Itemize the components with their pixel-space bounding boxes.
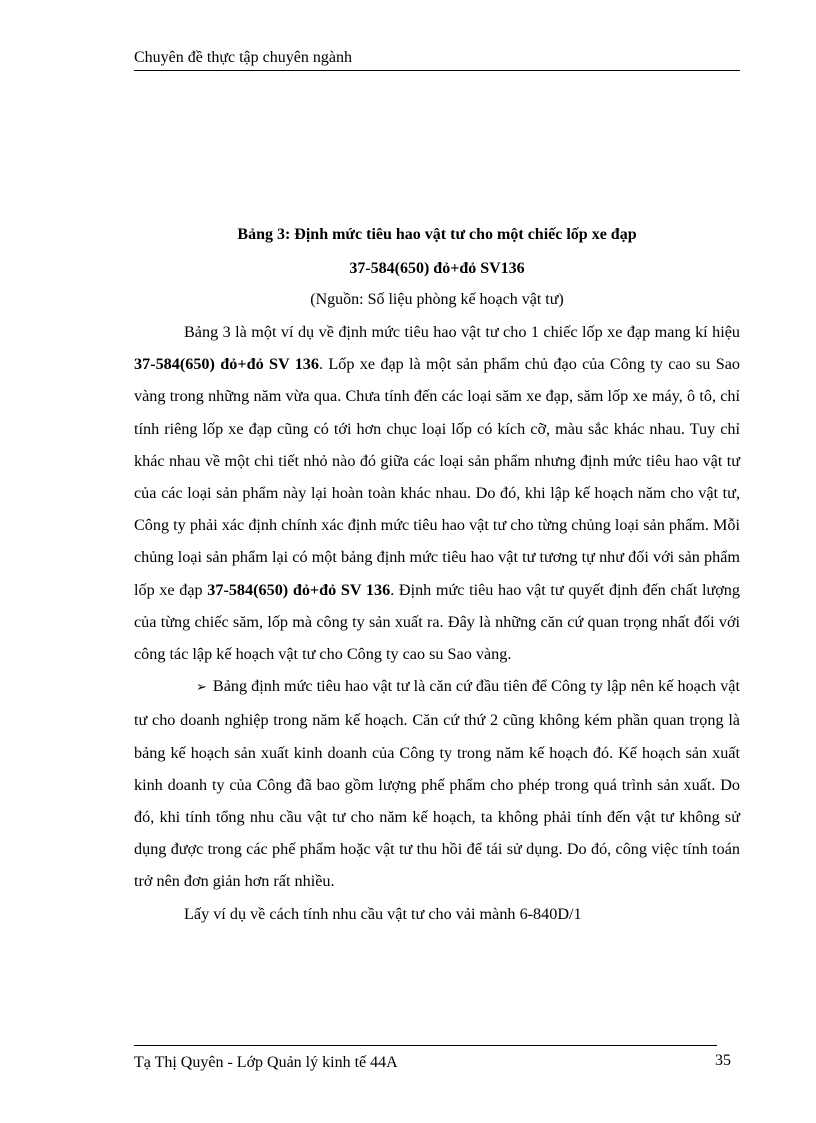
arrow-bullet-icon: ➢ <box>196 680 207 696</box>
paragraph-2 <box>134 670 740 897</box>
footer-rule <box>134 1045 717 1046</box>
table-source: (Nguồn: Số liệu phòng kế hoạch vật tư) <box>310 291 564 308</box>
table-caption-line2: 37-584(650) đỏ+đỏ SV136 <box>349 260 525 277</box>
paragraph-3 <box>134 898 740 930</box>
product-code-bold-2: 37-584(650) đỏ+đỏ SV 136 <box>207 580 391 599</box>
body-text <box>134 316 740 930</box>
footer-author: Tạ Thị Quyên - Lớp Quản lý kinh tế 44A <box>134 1054 398 1071</box>
paragraph-3-text: Lấy ví dụ về cách tính nhu cầu vật tư cho vải mành 6-840D/1 <box>184 904 582 923</box>
paragraph-1-part-a: Bảng 3 là một ví dụ về định mức tiêu hao vật tư cho 1 chiếc lốp xe đạp mang kí hiệu <box>184 323 740 341</box>
paragraph-1 <box>134 316 740 670</box>
table-caption-line1: Bảng 3: Định mức tiêu hao vật tư cho một chiếc lốp xe đạp <box>237 226 637 243</box>
page-header <box>134 46 740 71</box>
page-number: 35 <box>715 1052 731 1069</box>
product-code-bold-1: 37-584(650) đỏ+đỏ SV 136 <box>134 355 319 374</box>
header-title: Chuyên đề thực tập chuyên ngành <box>134 49 352 66</box>
paragraph-1-part-c: . Lốp xe đạp là một sản phẩm chủ đạo của Công ty cao su Sao vàng trong những năm vừa qua. Chưa tính đến các loại săm xe đạp, săm lốp xe máy, ô tô, chỉ tính riêng lốp xe đạp cũng có tới hơn chục loại lốp có kích cỡ, màu sắc khác nhau. Tuy chỉ khác nhau về một chi tiết nhỏ nào đó giữa các loại sản phẩm nhưng định mức tiêu hao vật tư của các loại sản phẩm này lại hoàn toàn khác nhau. Do đó, khi lập kế hoạch năm cho vật tư, Công ty phải xác định chính xác định mức tiêu hao vật tư cho từng chủng loại sản phẩm. Mỗi chủng loại sản phẩm lại có một bảng định mức tiêu hao vật tư tương tự như đối với sản phẩm lốp xe đạp <box>134 355 740 599</box>
paragraph-1-part-e: . Định mức tiêu hao vật tư quyết định đến chất lượng của từng chiếc săm, lốp mà công ty sản xuất ra. Đây là những căn cứ quan trọng nhất đối với công tác lập kế hoạch vật tư cho Công ty cao su Sao vàng. <box>134 580 740 664</box>
paragraph-2-text: Bảng định mức tiêu hao vật tư là căn cứ đầu tiên để Công ty lập nên kế hoạch vật tư cho doanh nghiệp trong năm kế hoạch. Căn cứ thứ 2 cũng không kém phần quan trọng là bảng kế hoạch sản xuất kinh doanh của Công ty trong năm kế hoạch đó. Kế hoạch sản xuất kinh doanh ty của Công đã bao gồm lượng phế phẩm cho phép trong quá trình sản xuất. Do đó, khi tính tổng nhu cầu vật tư cho năm kế hoạch, ta không phải tính đến vật tư không sử dụng được trong các phế phẩm hoặc vật tư thu hồi để tái sử dụng. Do đó, công việc tính toán trở nên đơn giản hơn rất nhiều. <box>134 677 740 891</box>
